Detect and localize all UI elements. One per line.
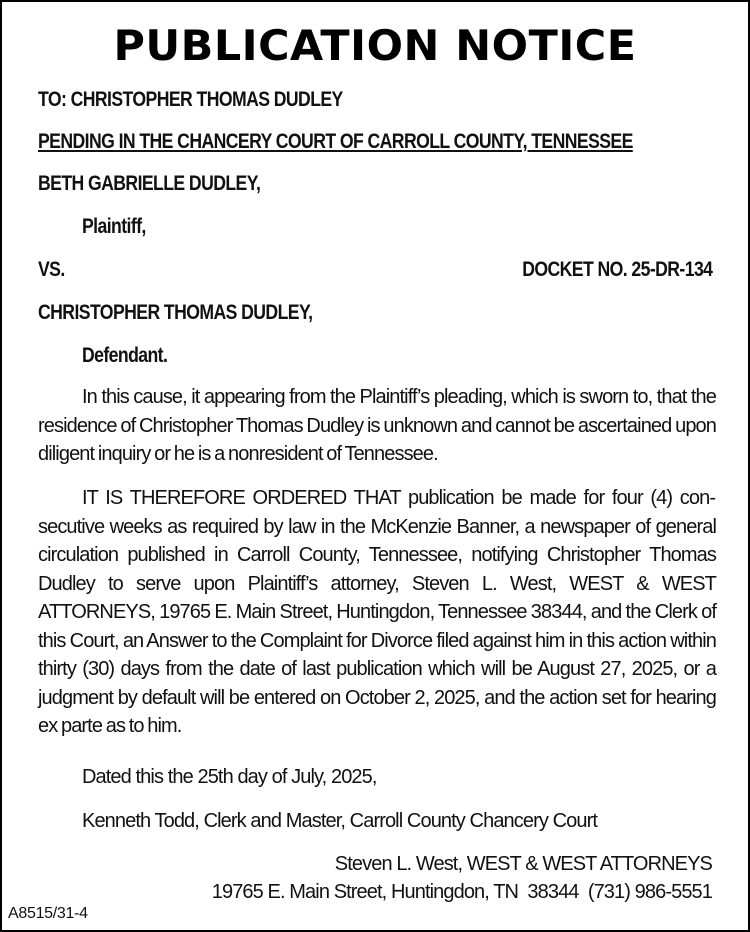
- court-line: PENDING IN THE CHANCERY COURT OF CARROLL COUNTY, TENNESSEE: [38, 130, 633, 153]
- dated-line: Dated this the 25th day of July, 2025,: [82, 766, 377, 788]
- versus-label: VS.: [38, 258, 65, 281]
- paragraph-finding: In this cause, it appearing from the Plaintiff’s pleading, which is sworn to, that the residence of Christopher Thomas Dudley is unknown and cannot be ascertained upon diligent inquiry or he is a nonresident of Tennessee.: [38, 386, 716, 465]
- defendant-name: CHRISTOPHER THOMAS DUDLEY,: [38, 301, 313, 324]
- defendant-role: Defendant.: [82, 344, 168, 367]
- ad-code: A8515/31-4: [8, 905, 88, 922]
- docket-number: DOCKET NO. 25-DR-134: [521, 258, 712, 281]
- clerk-line: Kenneth Todd, Clerk and Master, Carroll County Chancery Court: [82, 810, 598, 832]
- to-line: TO: CHRISTOPHER THOMAS DUDLEY: [38, 88, 343, 111]
- notice-title: PUBLICATION NOTICE: [113, 21, 637, 70]
- plaintiff-name: BETH GABRIELLE DUDLEY,: [38, 172, 261, 195]
- attorney-address: 19765 E. Main Street, Huntingdon, TN 38344 (731) 986-5551: [211, 881, 712, 903]
- attorney-line: Steven L. West, WEST & WEST ATTORNEYS: [334, 853, 712, 875]
- paragraph-order: IT IS THEREFORE ORDERED THAT publication be made for four (4) consecutive weeks as required by law in the McKenzie Banner, a newspaper of general circulation published in Carroll County, Tennessee, notifying Christopher Thomas Dudley to serve upon Plaintiff’s attorney, Steven L. West, WEST & WEST ATTORNEYS, 19765 E. Main Street, Huntingdon, Tennessee 38344, and the Clerk of this Court, an Answer to the Complaint for Divorce filed against him in this action within thirty (30) days from the date of last publication which will be August 27, 2025, or a judgment by default will be entered on October 2, 2025, and the action set for hearing ex parte as to him.: [38, 487, 716, 737]
- plaintiff-role: Plaintiff,: [82, 215, 146, 238]
